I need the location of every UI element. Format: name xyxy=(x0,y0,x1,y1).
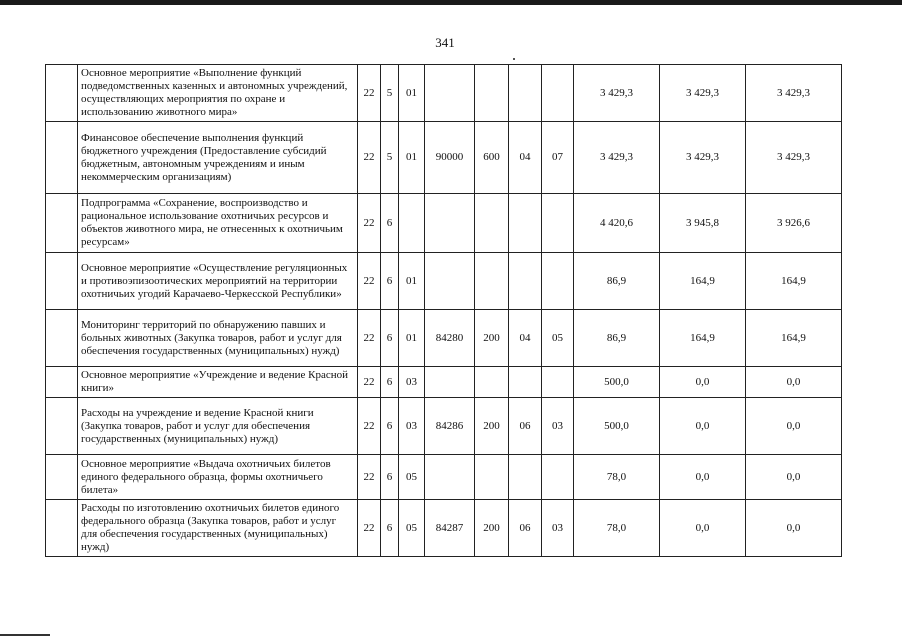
measure-code-cell xyxy=(399,194,425,253)
amount-year2-cell: 0,0 xyxy=(660,455,746,500)
row-name-cell: Подпрограмма «Сохранение, воспроизводство и рациональное использование охотничьих ресурсов и объектов животного мира, не отнесенных к охотничьим ресурсам» xyxy=(78,194,358,253)
section-code-cell xyxy=(509,194,542,253)
row-name-cell: Расходы на учреждение и ведение Красной книги (Закупка товаров, работ и услуг для обеспечения государственных (муниципальных) нужд) xyxy=(78,398,358,455)
direction-code-cell: 90000 xyxy=(425,122,475,194)
amount-year1-cell: 500,0 xyxy=(574,398,660,455)
direction-code-cell: 84287 xyxy=(425,500,475,557)
amount-year3-cell: 0,0 xyxy=(746,398,842,455)
table-row xyxy=(46,310,842,367)
section-code-cell: 06 xyxy=(509,398,542,455)
measure-code-cell: 01 xyxy=(399,253,425,310)
amount-year1-cell: 78,0 xyxy=(574,500,660,557)
direction-code-cell xyxy=(425,65,475,122)
subsection-code-cell xyxy=(542,65,574,122)
row-margin-cell xyxy=(46,65,78,122)
amount-year1-cell: 4 420,6 xyxy=(574,194,660,253)
section-code-cell: 04 xyxy=(509,122,542,194)
direction-code-cell xyxy=(425,455,475,500)
table-body xyxy=(46,65,842,557)
amount-year1-cell: 86,9 xyxy=(574,310,660,367)
direction-code-cell xyxy=(425,253,475,310)
scan-speck xyxy=(513,58,515,60)
subsection-code-cell xyxy=(542,194,574,253)
measure-code-cell: 01 xyxy=(399,310,425,367)
program-code-cell: 22 xyxy=(358,310,381,367)
expense-type-cell xyxy=(475,253,509,310)
bottom-edge-mark xyxy=(0,634,50,636)
amount-year2-cell: 0,0 xyxy=(660,367,746,398)
table-row xyxy=(46,500,842,557)
row-name-cell: Основное мероприятие «Выполнение функций подведомственных казенных и автономных учреждений, осуществляющих мероприятия по охране и использованию животного мира» xyxy=(78,65,358,122)
expense-type-cell: 200 xyxy=(475,500,509,557)
subprogram-code-cell: 6 xyxy=(381,398,399,455)
subprogram-code-cell: 5 xyxy=(381,122,399,194)
amount-year3-cell: 0,0 xyxy=(746,367,842,398)
section-code-cell xyxy=(509,65,542,122)
amount-year3-cell: 3 429,3 xyxy=(746,122,842,194)
section-code-cell xyxy=(509,367,542,398)
direction-code-cell: 84286 xyxy=(425,398,475,455)
expense-type-cell xyxy=(475,367,509,398)
expense-type-cell xyxy=(475,65,509,122)
amount-year3-cell: 3 926,6 xyxy=(746,194,842,253)
page-number: 341 xyxy=(435,35,455,50)
section-code-cell xyxy=(509,455,542,500)
table-row xyxy=(46,65,842,122)
amount-year1-cell: 500,0 xyxy=(574,367,660,398)
measure-code-cell: 05 xyxy=(399,500,425,557)
measure-code-cell: 03 xyxy=(399,367,425,398)
table-row xyxy=(46,367,842,398)
amount-year3-cell: 164,9 xyxy=(746,310,842,367)
row-margin-cell xyxy=(46,122,78,194)
amount-year1-cell: 3 429,3 xyxy=(574,65,660,122)
direction-code-cell: 84280 xyxy=(425,310,475,367)
amount-year2-cell: 164,9 xyxy=(660,310,746,367)
row-name-cell: Основное мероприятие «Осуществление регуляционных и противоэпизоотических мероприятий на территории охотничьих угодий Карачаево-Черкесской Республики» xyxy=(78,253,358,310)
subprogram-code-cell: 6 xyxy=(381,455,399,500)
row-name-cell: Финансовое обеспечение выполнения функций бюджетного учреждения (Предоставление субсидий бюджетным, автономным учреждениям и иным некоммерческим организациям) xyxy=(78,122,358,194)
amount-year3-cell: 3 429,3 xyxy=(746,65,842,122)
section-code-cell: 04 xyxy=(509,310,542,367)
subprogram-code-cell: 6 xyxy=(381,253,399,310)
expense-type-cell: 200 xyxy=(475,398,509,455)
amount-year1-cell: 78,0 xyxy=(574,455,660,500)
subsection-code-cell: 07 xyxy=(542,122,574,194)
row-name-cell: Расходы по изготовлению охотничьих билетов единого федерального образца (Закупка товаров, работ и услуг для обеспечения государственных (муниципальных) нужд) xyxy=(78,500,358,557)
table-row xyxy=(46,194,842,253)
subsection-code-cell: 03 xyxy=(542,500,574,557)
row-name-cell: Основное мероприятие «Выдача охотничьих билетов единого федерального образца, формы охотничьего билета» xyxy=(78,455,358,500)
program-code-cell: 22 xyxy=(358,122,381,194)
subprogram-code-cell: 6 xyxy=(381,310,399,367)
direction-code-cell xyxy=(425,194,475,253)
expense-type-cell xyxy=(475,194,509,253)
section-code-cell: 06 xyxy=(509,500,542,557)
row-margin-cell xyxy=(46,367,78,398)
measure-code-cell: 01 xyxy=(399,65,425,122)
row-name-cell: Основное мероприятие «Учреждение и ведение Красной книги» xyxy=(78,367,358,398)
direction-code-cell xyxy=(425,367,475,398)
subsection-code-cell xyxy=(542,455,574,500)
program-code-cell: 22 xyxy=(358,398,381,455)
program-code-cell: 22 xyxy=(358,455,381,500)
table-row xyxy=(46,398,842,455)
subsection-code-cell xyxy=(542,253,574,310)
program-code-cell: 22 xyxy=(358,253,381,310)
expense-type-cell xyxy=(475,455,509,500)
row-margin-cell xyxy=(46,194,78,253)
row-margin-cell xyxy=(46,455,78,500)
subprogram-code-cell: 6 xyxy=(381,194,399,253)
measure-code-cell: 01 xyxy=(399,122,425,194)
subprogram-code-cell: 6 xyxy=(381,367,399,398)
subprogram-code-cell: 5 xyxy=(381,65,399,122)
top-border-rule xyxy=(0,0,902,5)
budget-table xyxy=(45,64,842,557)
subprogram-code-cell: 6 xyxy=(381,500,399,557)
measure-code-cell: 05 xyxy=(399,455,425,500)
amount-year3-cell: 0,0 xyxy=(746,455,842,500)
expense-type-cell: 600 xyxy=(475,122,509,194)
row-margin-cell xyxy=(46,500,78,557)
amount-year2-cell: 3 945,8 xyxy=(660,194,746,253)
subsection-code-cell xyxy=(542,367,574,398)
table-row xyxy=(46,122,842,194)
amount-year2-cell: 0,0 xyxy=(660,398,746,455)
program-code-cell: 22 xyxy=(358,500,381,557)
amount-year2-cell: 3 429,3 xyxy=(660,65,746,122)
amount-year3-cell: 0,0 xyxy=(746,500,842,557)
row-name-cell: Мониторинг территорий по обнаружению павших и больных животных (Закупка товаров, работ и услуг для обеспечения государственных (муниципальных) нужд) xyxy=(78,310,358,367)
amount-year1-cell: 3 429,3 xyxy=(574,122,660,194)
measure-code-cell: 03 xyxy=(399,398,425,455)
amount-year2-cell: 164,9 xyxy=(660,253,746,310)
expense-type-cell: 200 xyxy=(475,310,509,367)
amount-year3-cell: 164,9 xyxy=(746,253,842,310)
subsection-code-cell: 03 xyxy=(542,398,574,455)
program-code-cell: 22 xyxy=(358,65,381,122)
amount-year2-cell: 3 429,3 xyxy=(660,122,746,194)
program-code-cell: 22 xyxy=(358,194,381,253)
table-row xyxy=(46,455,842,500)
table-row xyxy=(46,253,842,310)
subsection-code-cell: 05 xyxy=(542,310,574,367)
row-margin-cell xyxy=(46,253,78,310)
program-code-cell: 22 xyxy=(358,367,381,398)
amount-year2-cell: 0,0 xyxy=(660,500,746,557)
amount-year1-cell: 86,9 xyxy=(574,253,660,310)
row-margin-cell xyxy=(46,398,78,455)
row-margin-cell xyxy=(46,310,78,367)
section-code-cell xyxy=(509,253,542,310)
